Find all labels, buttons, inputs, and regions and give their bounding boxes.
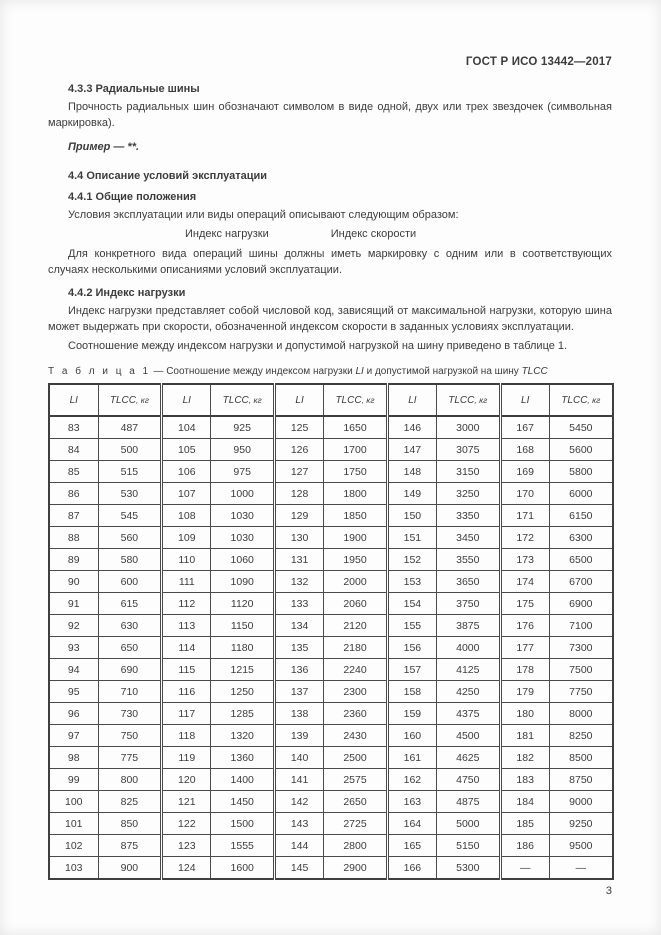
- li-cell: 172: [500, 527, 549, 549]
- li-cell: 111: [162, 571, 211, 593]
- li-cell: 185: [500, 813, 549, 835]
- tlcc-cell: 1700: [324, 439, 388, 461]
- tlcc-cell: 8250: [549, 725, 613, 747]
- tlcc-cell: 850: [98, 813, 162, 835]
- li-cell: 108: [162, 505, 211, 527]
- li-tlcc-table-body: [49, 416, 613, 879]
- tlcc-cell: 1120: [211, 593, 275, 615]
- li-cell: 123: [162, 835, 211, 857]
- tlcc-cell: 3750: [436, 593, 500, 615]
- tlcc-cell: 6900: [549, 593, 613, 615]
- tlcc-cell: 2300: [324, 681, 388, 703]
- paragraph-radial-strength: Прочность радиальных шин обозначают символом в виде одной, двух или трех звездочек (символьная маркировка).: [48, 101, 612, 129]
- tlcc-cell: 1030: [211, 505, 275, 527]
- tlcc-cell: 1250: [211, 681, 275, 703]
- li-cell: 83: [49, 416, 98, 439]
- li-cell: 92: [49, 615, 98, 637]
- tlcc-cell: 7300: [549, 637, 613, 659]
- li-cell: 141: [275, 769, 324, 791]
- tlcc-cell: 1950: [324, 549, 388, 571]
- tlcc-cell: 1285: [211, 703, 275, 725]
- paragraph-table-reference: Соотношение между индексом нагрузки и допустимой нагрузкой на шину приведено в таблице 1.: [68, 340, 568, 352]
- tlcc-cell: 4750: [436, 769, 500, 791]
- table-row: [49, 857, 613, 880]
- li-cell: 179: [500, 681, 549, 703]
- tlcc-cell: 1180: [211, 637, 275, 659]
- tlcc-cell: 975: [211, 461, 275, 483]
- table-row: [49, 791, 613, 813]
- tlcc-cell: 825: [98, 791, 162, 813]
- li-cell: 106: [162, 461, 211, 483]
- li-tlcc-table: [48, 383, 614, 880]
- tlcc-cell: 530: [98, 483, 162, 505]
- li-cell: 153: [387, 571, 436, 593]
- tlcc-cell: 730: [98, 703, 162, 725]
- table-caption-dash: —: [153, 366, 164, 377]
- li-cell: 173: [500, 549, 549, 571]
- li-cell: 87: [49, 505, 98, 527]
- tlcc-cell: 515: [98, 461, 162, 483]
- li-cell: 145: [275, 857, 324, 880]
- table-row: [49, 505, 613, 527]
- li-cell: 93: [49, 637, 98, 659]
- li-cell: 151: [387, 527, 436, 549]
- tlcc-cell: 1500: [211, 813, 275, 835]
- tlcc-cell: 3875: [436, 615, 500, 637]
- li-cell: 178: [500, 659, 549, 681]
- table-row: [49, 549, 613, 571]
- li-cell: 124: [162, 857, 211, 880]
- speed-index-term: Индекс скорости: [330, 228, 417, 240]
- li-cell: 137: [275, 681, 324, 703]
- li-cell: 100: [49, 791, 98, 813]
- li-cell: 117: [162, 703, 211, 725]
- tlcc-cell: 2240: [324, 659, 388, 681]
- table-row: [49, 725, 613, 747]
- tlcc-cell: 2000: [324, 571, 388, 593]
- tlcc-cell: 4125: [436, 659, 500, 681]
- tlcc-cell: 1800: [324, 483, 388, 505]
- li-cell: 176: [500, 615, 549, 637]
- table-row: [49, 681, 613, 703]
- tlcc-cell: 6500: [549, 549, 613, 571]
- heading-4-4: 4.4 Описание условий эксплуатации: [68, 170, 268, 182]
- li-cell: 84: [49, 439, 98, 461]
- table-row: [49, 593, 613, 615]
- table-row: [49, 769, 613, 791]
- tlcc-cell: 2650: [324, 791, 388, 813]
- tlcc-cell: 4625: [436, 747, 500, 769]
- tlcc-cell: 7500: [549, 659, 613, 681]
- table-row: [49, 461, 613, 483]
- tlcc-cell: 5300: [436, 857, 500, 880]
- li-cell: 128: [275, 483, 324, 505]
- tlcc-cell: 690: [98, 659, 162, 681]
- li-cell: 130: [275, 527, 324, 549]
- li-cell: 133: [275, 593, 324, 615]
- tlcc-cell: 2060: [324, 593, 388, 615]
- li-cell: 159: [387, 703, 436, 725]
- tlcc-cell: 950: [211, 439, 275, 461]
- li-cell: 98: [49, 747, 98, 769]
- document-code-header: ГОСТ Р ИСО 13442—2017: [465, 56, 612, 68]
- tlcc-cell: 750: [98, 725, 162, 747]
- heading-4-4-2: 4.4.2 Индекс нагрузки: [68, 287, 186, 299]
- tlcc-cell: 710: [98, 681, 162, 703]
- tlcc-cell: 5450: [549, 416, 613, 439]
- li-cell: 126: [275, 439, 324, 461]
- tlcc-cell: 6700: [549, 571, 613, 593]
- li-cell: 154: [387, 593, 436, 615]
- tlcc-cell: 4375: [436, 703, 500, 725]
- tlcc-cell: 5600: [549, 439, 613, 461]
- table-row: [49, 615, 613, 637]
- tlcc-cell: 875: [98, 835, 162, 857]
- tlcc-cell: 1555: [211, 835, 275, 857]
- heading-4-3-3: 4.3.3 Радиальные шины: [68, 83, 200, 95]
- li-cell: 146: [387, 416, 436, 439]
- tlcc-cell: 4500: [436, 725, 500, 747]
- li-cell: 139: [275, 725, 324, 747]
- li-cell: 90: [49, 571, 98, 593]
- li-cell: 122: [162, 813, 211, 835]
- li-cell: 167: [500, 416, 549, 439]
- tlcc-cell: 7750: [549, 681, 613, 703]
- tlcc-cell: 1360: [211, 747, 275, 769]
- li-cell: 161: [387, 747, 436, 769]
- li-cell: 183: [500, 769, 549, 791]
- li-cell: 156: [387, 637, 436, 659]
- li-cell: 104: [162, 416, 211, 439]
- li-cell: 160: [387, 725, 436, 747]
- li-cell: 169: [500, 461, 549, 483]
- li-cell: 94: [49, 659, 98, 681]
- li-cell: 182: [500, 747, 549, 769]
- tlcc-cell: 3250: [436, 483, 500, 505]
- table-row: [49, 483, 613, 505]
- col-header-tlcc: TLCC, кг: [549, 384, 613, 416]
- li-cell: 163: [387, 791, 436, 813]
- page-number: 3: [605, 885, 612, 897]
- li-cell: 149: [387, 483, 436, 505]
- li-cell: 175: [500, 593, 549, 615]
- li-cell: 171: [500, 505, 549, 527]
- col-header-tlcc: TLCC, кг: [324, 384, 388, 416]
- col-header-li: LI: [275, 384, 324, 416]
- table-caption-text-2: и допустимой нагрузкой на шину: [366, 366, 519, 377]
- li-cell: 152: [387, 549, 436, 571]
- li-cell: 116: [162, 681, 211, 703]
- col-header-li: LI: [387, 384, 436, 416]
- tlcc-cell: 3450: [436, 527, 500, 549]
- col-header-tlcc: TLCC, кг: [98, 384, 162, 416]
- tlcc-cell: 9500: [549, 835, 613, 857]
- tlcc-cell: —: [549, 857, 613, 880]
- paragraph-load-index-definition: Индекс нагрузки представляет собой числовой код, зависящий от максимальной нагрузки, которую шина может выдержать при скорости, обозначенной индексом скорости в заданных условиях эксплуатации.: [48, 305, 612, 333]
- tlcc-cell: 925: [211, 416, 275, 439]
- li-cell: 184: [500, 791, 549, 813]
- tlcc-cell: 4875: [436, 791, 500, 813]
- load-index-term: Индекс нагрузки: [185, 228, 269, 240]
- li-cell: 97: [49, 725, 98, 747]
- li-cell: 170: [500, 483, 549, 505]
- tlcc-cell: 8750: [549, 769, 613, 791]
- li-cell: 96: [49, 703, 98, 725]
- paragraph-service-description: Условия эксплуатации или виды операций описывают следующим образом:: [68, 209, 459, 221]
- index-terms-line: [48, 226, 612, 242]
- li-cell: 112: [162, 593, 211, 615]
- tlcc-cell: 1850: [324, 505, 388, 527]
- li-cell: 148: [387, 461, 436, 483]
- li-cell: 168: [500, 439, 549, 461]
- table-row: [49, 439, 613, 461]
- tlcc-cell: 1215: [211, 659, 275, 681]
- li-cell: 121: [162, 791, 211, 813]
- table-caption-tlcc-abbr: TLCC: [521, 366, 548, 377]
- tlcc-cell: 2725: [324, 813, 388, 835]
- tlcc-cell: 2500: [324, 747, 388, 769]
- tlcc-cell: 1090: [211, 571, 275, 593]
- tlcc-cell: 800: [98, 769, 162, 791]
- li-cell: 142: [275, 791, 324, 813]
- tlcc-cell: 4000: [436, 637, 500, 659]
- tlcc-cell: 5150: [436, 835, 500, 857]
- tlcc-cell: 500: [98, 439, 162, 461]
- tlcc-cell: 8500: [549, 747, 613, 769]
- li-cell: 138: [275, 703, 324, 725]
- example-line: Пример — **.: [68, 141, 140, 153]
- tlcc-cell: 1600: [211, 857, 275, 880]
- li-cell: 102: [49, 835, 98, 857]
- li-cell: —: [500, 857, 549, 880]
- li-cell: 127: [275, 461, 324, 483]
- tlcc-cell: 6300: [549, 527, 613, 549]
- col-header-tlcc: TLCC, кг: [211, 384, 275, 416]
- tlcc-cell: 2120: [324, 615, 388, 637]
- tlcc-cell: 1450: [211, 791, 275, 813]
- li-cell: 166: [387, 857, 436, 880]
- tlcc-cell: 4250: [436, 681, 500, 703]
- li-cell: 119: [162, 747, 211, 769]
- tlcc-cell: 600: [98, 571, 162, 593]
- tlcc-cell: 615: [98, 593, 162, 615]
- li-cell: 134: [275, 615, 324, 637]
- li-cell: 110: [162, 549, 211, 571]
- table-header-row: [49, 384, 613, 416]
- li-cell: 181: [500, 725, 549, 747]
- li-cell: 147: [387, 439, 436, 461]
- li-cell: 150: [387, 505, 436, 527]
- tlcc-cell: 1650: [324, 416, 388, 439]
- li-cell: 125: [275, 416, 324, 439]
- paragraph-marking-requirement: Для конкретного вида операций шины должны иметь маркировку с одним или в соответствующих случаях несколькими описаниями условий эксплуатации.: [48, 248, 612, 276]
- tlcc-cell: 3550: [436, 549, 500, 571]
- tlcc-cell: 560: [98, 527, 162, 549]
- li-cell: 136: [275, 659, 324, 681]
- tlcc-cell: 6150: [549, 505, 613, 527]
- tlcc-cell: 580: [98, 549, 162, 571]
- li-cell: 186: [500, 835, 549, 857]
- tlcc-cell: 2430: [324, 725, 388, 747]
- li-cell: 140: [275, 747, 324, 769]
- tlcc-cell: 1060: [211, 549, 275, 571]
- table-caption-text-1: Соотношение между индексом нагрузки: [166, 366, 353, 377]
- col-header-li: LI: [162, 384, 211, 416]
- tlcc-cell: 2180: [324, 637, 388, 659]
- table-row: [49, 416, 613, 439]
- tlcc-cell: 3650: [436, 571, 500, 593]
- tlcc-cell: 3150: [436, 461, 500, 483]
- li-cell: 85: [49, 461, 98, 483]
- li-cell: 86: [49, 483, 98, 505]
- table-row: [49, 637, 613, 659]
- li-cell: 165: [387, 835, 436, 857]
- table-row: [49, 835, 613, 857]
- tlcc-cell: 8000: [549, 703, 613, 725]
- li-cell: 131: [275, 549, 324, 571]
- tlcc-cell: 2800: [324, 835, 388, 857]
- li-cell: 157: [387, 659, 436, 681]
- tlcc-cell: 3000: [436, 416, 500, 439]
- tlcc-cell: 9250: [549, 813, 613, 835]
- li-cell: 174: [500, 571, 549, 593]
- table-row: [49, 571, 613, 593]
- tlcc-cell: 9000: [549, 791, 613, 813]
- tlcc-cell: 650: [98, 637, 162, 659]
- li-cell: 115: [162, 659, 211, 681]
- li-cell: 177: [500, 637, 549, 659]
- table-caption-label: Т а б л и ц а 1: [48, 366, 151, 377]
- tlcc-cell: 3350: [436, 505, 500, 527]
- tlcc-cell: 487: [98, 416, 162, 439]
- table-row: [49, 659, 613, 681]
- tlcc-cell: 1030: [211, 527, 275, 549]
- table-row: [49, 703, 613, 725]
- li-cell: 109: [162, 527, 211, 549]
- tlcc-cell: 1000: [211, 483, 275, 505]
- li-cell: 164: [387, 813, 436, 835]
- tlcc-cell: 3075: [436, 439, 500, 461]
- tlcc-cell: 5000: [436, 813, 500, 835]
- tlcc-cell: 1150: [211, 615, 275, 637]
- table-caption: [48, 366, 612, 377]
- heading-4-4-1: 4.4.1 Общие положения: [68, 191, 197, 203]
- li-cell: 118: [162, 725, 211, 747]
- col-header-tlcc: TLCC, кг: [436, 384, 500, 416]
- tlcc-cell: 5800: [549, 461, 613, 483]
- tlcc-cell: 2575: [324, 769, 388, 791]
- li-cell: 107: [162, 483, 211, 505]
- li-cell: 129: [275, 505, 324, 527]
- table-row: [49, 747, 613, 769]
- li-cell: 103: [49, 857, 98, 880]
- tlcc-cell: 630: [98, 615, 162, 637]
- li-cell: 89: [49, 549, 98, 571]
- col-header-li: LI: [49, 384, 98, 416]
- li-cell: 105: [162, 439, 211, 461]
- table-row: [49, 527, 613, 549]
- tlcc-cell: 2360: [324, 703, 388, 725]
- li-cell: 114: [162, 637, 211, 659]
- table-row: [49, 813, 613, 835]
- li-cell: 132: [275, 571, 324, 593]
- tlcc-cell: 1750: [324, 461, 388, 483]
- tlcc-cell: 900: [98, 857, 162, 880]
- li-cell: 162: [387, 769, 436, 791]
- li-cell: 101: [49, 813, 98, 835]
- tlcc-cell: 2900: [324, 857, 388, 880]
- tlcc-cell: 7100: [549, 615, 613, 637]
- tlcc-cell: 1400: [211, 769, 275, 791]
- tlcc-cell: 1900: [324, 527, 388, 549]
- li-cell: 135: [275, 637, 324, 659]
- li-cell: 155: [387, 615, 436, 637]
- table-caption-li-abbr: LI: [355, 366, 364, 377]
- li-cell: 144: [275, 835, 324, 857]
- li-cell: 143: [275, 813, 324, 835]
- li-cell: 91: [49, 593, 98, 615]
- li-cell: 88: [49, 527, 98, 549]
- li-cell: 95: [49, 681, 98, 703]
- li-cell: 180: [500, 703, 549, 725]
- li-cell: 158: [387, 681, 436, 703]
- tlcc-cell: 1320: [211, 725, 275, 747]
- li-cell: 99: [49, 769, 98, 791]
- tlcc-cell: 545: [98, 505, 162, 527]
- li-cell: 120: [162, 769, 211, 791]
- col-header-li: LI: [500, 384, 549, 416]
- tlcc-cell: 775: [98, 747, 162, 769]
- tlcc-cell: 6000: [549, 483, 613, 505]
- li-cell: 113: [162, 615, 211, 637]
